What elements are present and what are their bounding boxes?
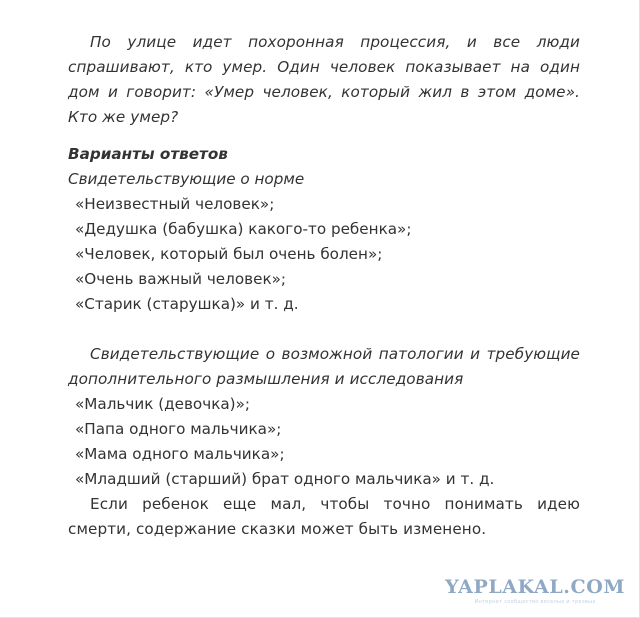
option-list-pathology bbox=[68, 392, 580, 492]
option-list-norm bbox=[68, 192, 580, 317]
closing-paragraph: Если ребенок еще мал, чтобы точно понимать идею смерти, содержание сказки может быть изменено. bbox=[68, 495, 580, 538]
list-item: «Неизвестный человек»; bbox=[75, 195, 275, 213]
list-item: «Мама одного мальчика»; bbox=[75, 445, 285, 463]
list-item: «Человек, который был очень болен»; bbox=[75, 245, 383, 263]
list-item: «Мальчик (девочка)»; bbox=[75, 395, 251, 413]
section-spacer bbox=[68, 317, 580, 342]
watermark-title: YAPLAKAL.COM bbox=[445, 576, 625, 598]
spacer bbox=[68, 130, 580, 142]
intro-paragraph: По улице идет похоронная процессия, и все люди спрашивают, кто умер. Один человек показывает на один дом и говорит: «Умер человек, который жил в этом доме». Кто же умер? bbox=[68, 33, 580, 126]
list-item: «Дедушка (бабушка) какого-то ребенка»; bbox=[75, 220, 412, 238]
list-item: «Очень важный человек»; bbox=[75, 270, 287, 288]
watermark bbox=[445, 578, 625, 605]
section-subheading-pathology: Свидетельствующие о возможной патологии и требующие дополнительного размышления и исследования bbox=[68, 345, 580, 388]
answers-heading: Варианты ответов bbox=[68, 145, 228, 163]
section-subheading-norm: Свидетельствующие о норме bbox=[68, 170, 305, 188]
list-item: «Старик (старушка)» и т. д. bbox=[75, 295, 299, 313]
list-item: «Младший (старший) брат одного мальчика» и т. д. bbox=[75, 470, 495, 488]
document-content bbox=[68, 30, 580, 542]
watermark-subtitle: Интернет сообщество веселых и трезвых bbox=[474, 599, 596, 605]
list-item: «Папа одного мальчика»; bbox=[75, 420, 282, 438]
